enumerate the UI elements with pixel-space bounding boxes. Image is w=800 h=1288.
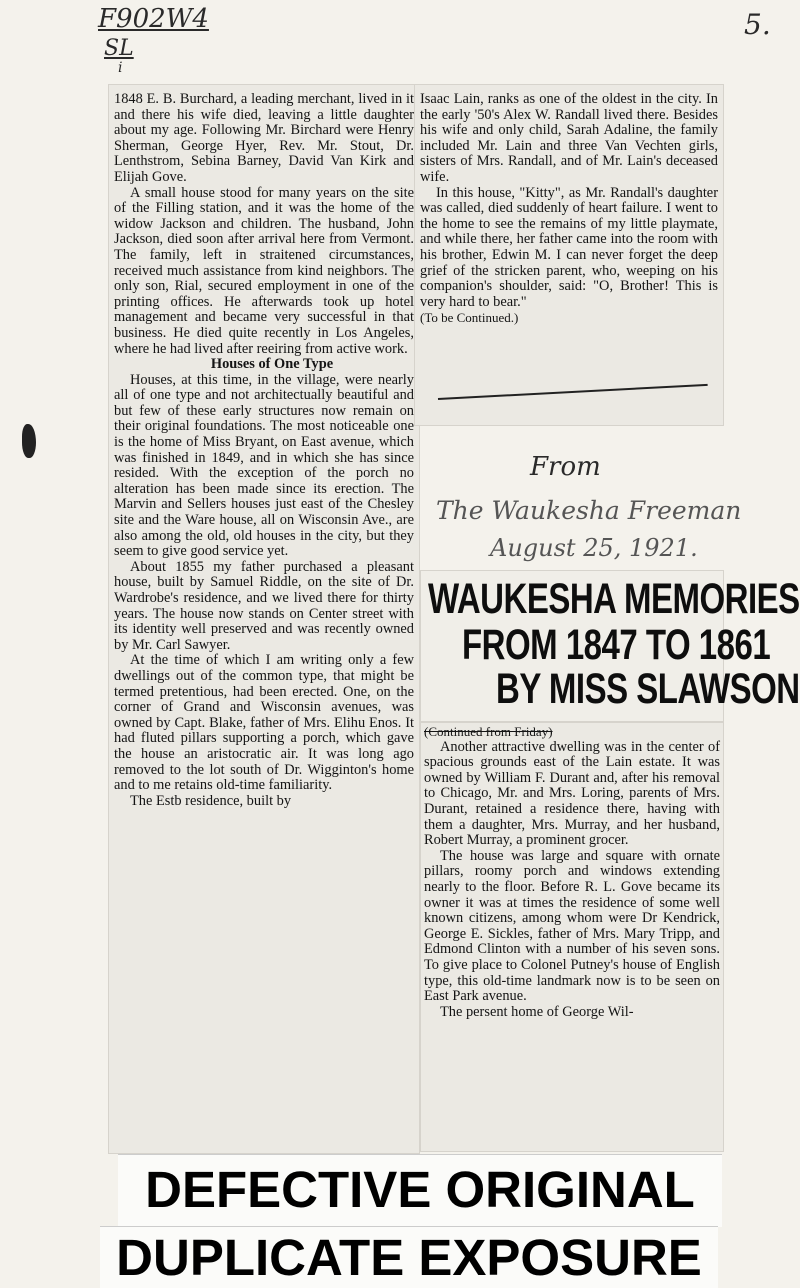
right-column-top — [420, 92, 718, 326]
right-paragraph: The house was large and square with ornate pillars, roomy porch and windows extending nearly to the floor. Before R. L. Gove became its owner it was at times the residence of some well known citizens, among whom were Dr Kendrick, George E. Sickles, father of Mrs. Mary Tripp, and Edmond Clinton with a number of his seven sons. To give place to Colonel Putney's house of English type, this old-time landmark now is to be seen on East Park avenue. — [424, 847, 720, 1005]
continued-from-note: (Continued from Friday) — [424, 724, 553, 739]
source-date-annotation: August 25, 1921. — [490, 534, 698, 562]
left-paragraph: Houses, at this time, in the village, were nearly all of one type and not architectually beautiful and but few of these early structures now remain on their original foundations. The most noticeable one is the home of Miss Bryant, on East avenue, which was finished in 1849, and in which she has since resided. With the exception of the porch no alteration has been made since its erection. The Marvin and Sellers houses just east of the Chesley site and the Ware house, all on Wisconsin Ave., are also among the old, old houses in the city, but they seem to give good service yet. — [114, 371, 414, 560]
headline-line-1: WAUKESHA MEMORIES — [428, 574, 800, 623]
code-sub-annotation: SL — [104, 36, 134, 61]
file-code-annotation: F902W4 — [98, 4, 209, 34]
source-paper-annotation: The Waukesha Freeman — [436, 496, 742, 525]
to-be-continued-note: (To be Continued.) — [420, 310, 519, 326]
right-paragraph: Another attractive dwelling was in the center of spacious grounds east of the Lain estate. It was owned by William F. Durant and, after his removal to Chicago, Mr. and Mrs. Loring, parents of Mrs. Durant, retained a residence there, having with them a daughter, Mrs. Murray, and her husband, Robert Murray, a prominent grocer. — [424, 738, 720, 849]
source-from-annotation: From — [530, 452, 601, 482]
page-number: 5. — [744, 8, 771, 41]
ink-blot — [22, 424, 36, 458]
left-paragraph: About 1855 my father purchased a pleasant house, built by Samuel Riddle, on the site of Dr. Wardrobe's residence, and we lived there for thirty years. The house now stands on Center street with its identity well preserved and was recently owned by Mr. Carl Sawyer. — [114, 558, 414, 653]
code-mark-annotation: i — [118, 60, 123, 76]
duplicate-exposure-stamp: DUPLICATE EXPOSURE — [116, 1229, 702, 1286]
headline-line-2: FROM 1847 TO 1861 — [462, 620, 771, 669]
left-paragraph: 1848 E. B. Burchard, a leading merchant, lived in it and there his wife died, leaving a little daughter about my age. Following Mr. Birchard were Henry Sherman, George Hyer, Rev. Mr. Stout, Dr. Lenthstrom, Sebina Barney, David Van Kirk and Elijah Gove. — [114, 91, 414, 185]
right-paragraph: The persent home of George Wil- — [440, 1003, 634, 1020]
left-column — [114, 92, 414, 809]
left-paragraph: A small house stood for many years on the site of the Filling station, and it was the home of the widow Jackson and children. The husband, John Jackson, died soon after arrival here from Vermont. The family, left in straitened circumstances, received much assistance from kind neighbors. The only son, Rial, secured employment in one of the printing offices. He afterwards took up hotel management and became very successful in that business. He died quite recently in Los Angeles, where he had lived after reeiring from active work. — [114, 184, 414, 357]
left-paragraph: At the time of which I am writing only a few dwellings out of the common type, that might be termed pretentious, had been erected. One, on the corner of Grand and Wisconsin avenues, was owned by Capt. Blake, father of Mrs. Elihu Enos. It had fluted pillars supporting a porch, which gave the house an aristocratic air. It was long ago removed to the lot south of Dr. Wigginton's home and to me retains old-time familiarity. — [114, 652, 414, 794]
section-subhead: Houses of One Type — [210, 356, 334, 373]
right-paragraph: Isaac Lain, ranks as one of the oldest in the city. In the early '50's Alex W. Randall lived there. Besides his wife and only child, Sarah Adaline, the family included Mr. Lain and three Van Vechten girls, sisters of Mrs. Randall, and of Mr. Lain's deceased wife. — [420, 91, 718, 185]
headline-line-3: BY MISS SLAWSON — [496, 664, 800, 713]
left-paragraph: The Estb residence, built by — [130, 792, 292, 809]
defective-original-stamp: DEFECTIVE ORIGINAL — [145, 1161, 695, 1218]
right-paragraph: In this house, "Kitty", as Mr. Randall's daughter was called, died suddenly of heart failure. I went to the home to see the remains of my little playmate, and while there, her father came into the room with his brother, Edwin M. I can never forget the deep grief of the stricken parent, who, weeping on his companion's shoulder, said: "O, Brother! This is very hard to bear." — [420, 184, 718, 310]
right-column-bottom — [424, 724, 720, 1020]
